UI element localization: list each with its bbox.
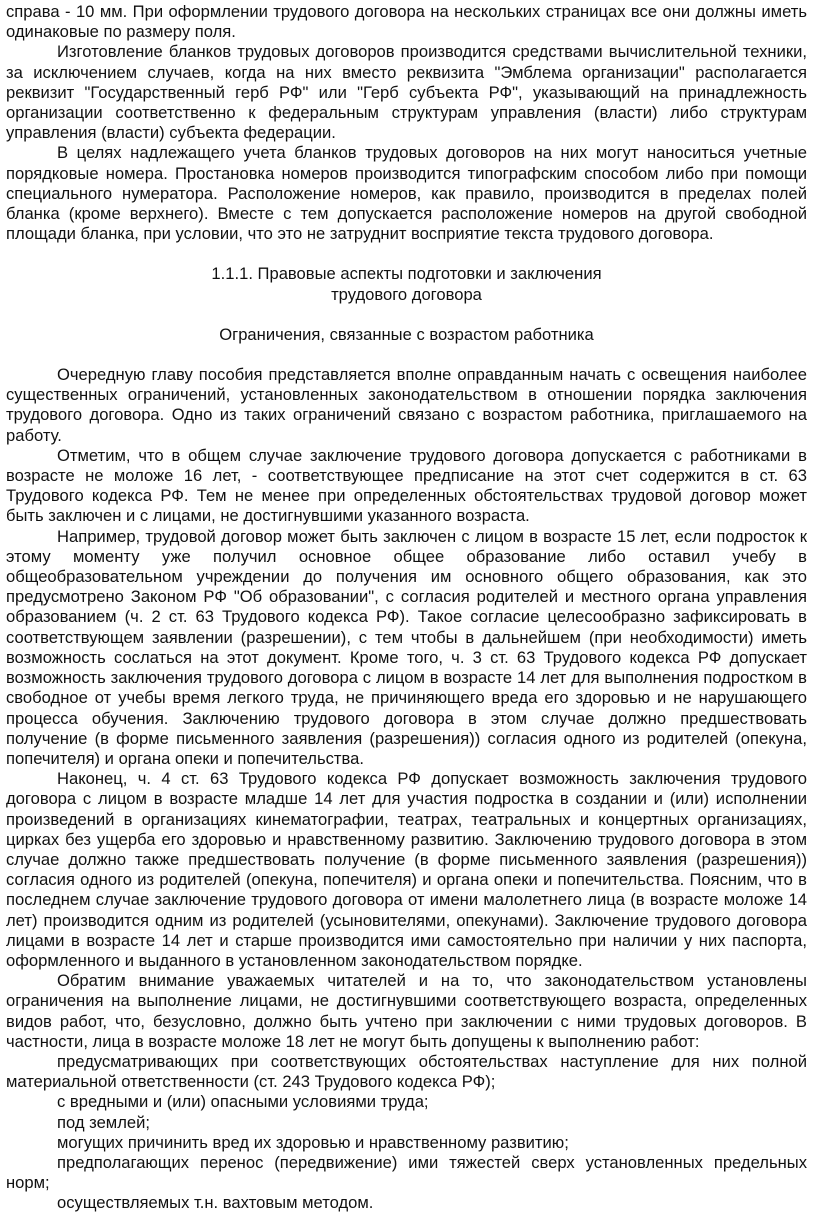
paragraph-continuation: справа - 10 мм. При оформлении трудового договора на нескольких страницах все они должны иметь одинаковые по размеру поля. xyxy=(6,2,807,42)
paragraph-age-15-14: Например, трудовой договор может быть заключен с лицом в возрасте 15 лет, если подросток к этому моменту уже получил основное общее образование либо оставил учебу в общеобразовательном учреждении до получения им основного общего образования, как это предусмотрено Законом РФ "Об образовании", с согласия родителей и местного органа управления образованием (ч. 2 ст. 63 Трудового кодекса РФ). Такое согласие целесообразно зафиксировать в соответствующем заявлении (разрешении), с тем чтобы в дальнейшем (при необходимости) иметь возможность сослаться на этот документ. Кроме того, ч. 3 ст. 63 Трудового кодекса РФ допускает возможность заключения трудового договора с лицом в возрасте 14 лет для выполнения подростком в свободное от учебы время легкого труда, не причиняющего вреда его здоровью и не нарушающего процесса обучения. Заключению трудового договора в этом случае должно предшествовать получение (в форме письменного заявления (разрешения)) согласия одного из родителей (опекуна, попечителя) и органа опеки и попечительства. xyxy=(6,526,807,768)
section-heading-line2: трудового договора xyxy=(331,284,482,304)
list-item: под землей; xyxy=(57,1112,150,1132)
subheading: Ограничения, связанные с возрастом работника xyxy=(219,324,594,344)
document-page xyxy=(6,2,807,1214)
list-item: могущих причинить вред их здоровью и нравственному развитию; xyxy=(57,1132,569,1152)
paragraph-forms: Изготовление бланков трудовых договоров производится средствами вычислительной техники, за исключением случаев, когда на них вместо реквизита "Эмблема организации" располагается реквизит "Государственный герб РФ" или "Герб субъекта РФ", указывающий на принадлежность организации соответственно к федеральным структурам управления (власти) либо структурам управления (власти) субъекта федерации. xyxy=(6,42,807,143)
paragraph-numbers: В целях надлежащего учета бланков трудовых договоров на них могут наноситься учетные порядковые номера. Простановка номеров производится типографским способом либо при помощи специального нумератора. Расположение номеров, как правило, производится в пределах полей бланка (кроме верхнего). Вместе с тем допускается расположение номеров на другой свободной площади бланка, при условии, что это не затруднит восприятие текста трудового договора. xyxy=(6,143,807,244)
section-heading-line1: 1.1.1. Правовые аспекты подготовки и заключения xyxy=(211,264,602,284)
paragraph-age-16: Отметим, что в общем случае заключение трудового договора допускается с работниками в возрасте не моложе 16 лет, - соответствующее предписание на этот счет содержится в ст. 63 Трудового кодекса РФ. Тем не менее при определенных обстоятельствах трудовой договор может быть заключен и с лицами, не достигнувшими указанного возраста. xyxy=(6,445,807,526)
paragraph-restrictions: Обратим внимание уважаемых читателей и на то, что законодательством установлены ограничения на выполнение лицами, не достигнувшими соответствующего возраста, определенных видов работ, что, безусловно, должно быть учтено при заключении с ними трудовых договоров. В частности, лица в возрасте моложе 18 лет не могут быть допущены к выполнению работ: xyxy=(6,971,807,1051)
paragraph-intro: Очередную главу пособия представляется вполне оправданным начать с освещения наиболее существенных ограничений, установленных законодательством в отношении порядка заключения трудового договора. Одно из таких ограничений связано с возрастом работника, приглашаемого на работу. xyxy=(6,365,807,445)
list-item: предполагающих перенос (передвижение) ими тяжестей сверх установленных предельных норм; xyxy=(6,1152,807,1193)
list-item: с вредными и (или) опасными условиями труда; xyxy=(57,1092,429,1112)
list-item: осуществляемых т.н. вахтовым методом. xyxy=(57,1193,374,1213)
paragraph-under-14: Наконец, ч. 4 ст. 63 Трудового кодекса РФ допускает возможность заключения трудового договора с лицом в возрасте младше 14 лет для участия подростка в создании и (или) исполнении произведений в организациях кинематографии, театрах, театральных и концертных организациях, цирках без ущерба его здоровью и нравственному развитию. Заключению трудового договора в этом случае должно также предшествовать получение (в форме письменного заявления (разрешения)) согласия одного из родителей (опекуна, попечителя) и органа опеки и попечительства. Поясним, что в последнем случае заключение трудового договора от имени малолетнего лица (в возрасте моложе 14 лет) производится одним из родителей (усыновителями, опекунами). Заключение трудового договора лицами в возрасте 14 лет и старше производится ими самостоятельно при наличии у них паспорта, оформленного и выданного в установленном законодательством порядке. xyxy=(6,769,807,970)
list-item: предусматривающих при соответствующих обстоятельствах наступление для них полной материальной ответственности (ст. 243 Трудового кодекса РФ); xyxy=(6,1051,807,1092)
